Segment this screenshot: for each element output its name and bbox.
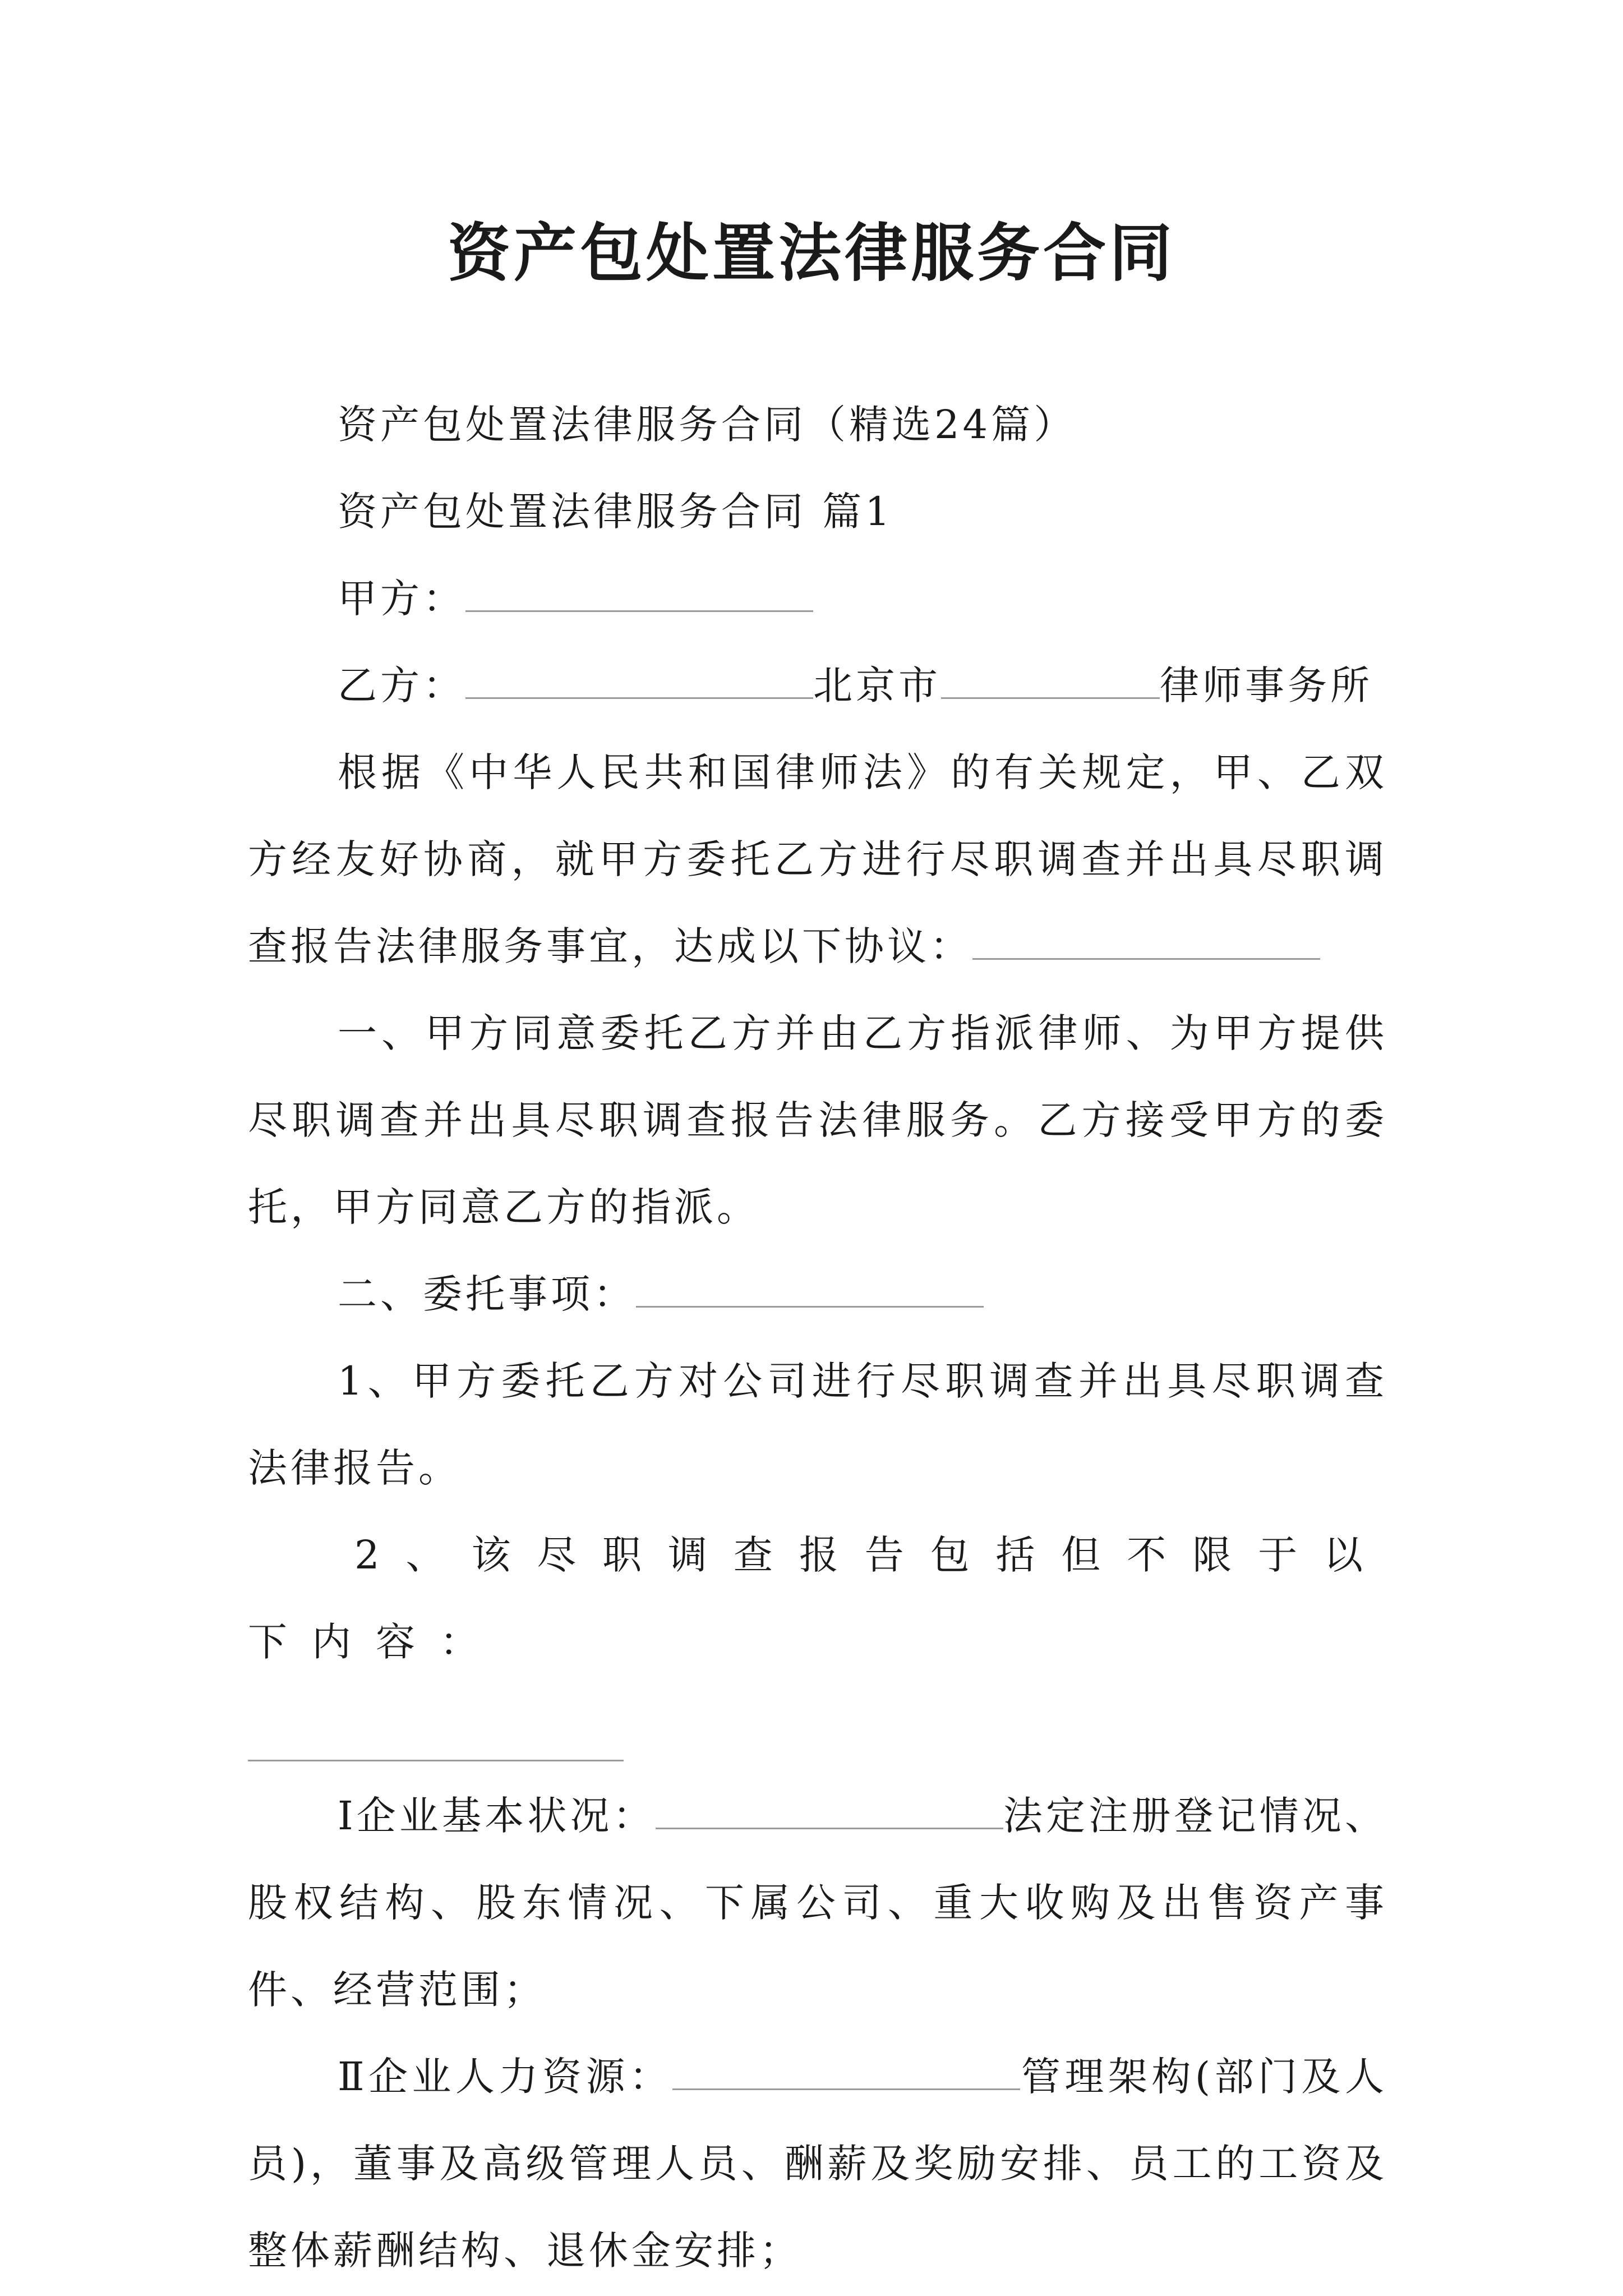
party-b-blank: [465, 691, 813, 699]
document-title: 资产包处置法律服务合同: [448, 217, 1175, 290]
sub-item-2-blank: [672, 2082, 1020, 2090]
party-a-label: 甲方：: [338, 576, 465, 622]
party-b-city: 北京市: [813, 662, 941, 708]
party-b-label: 乙方：: [338, 662, 465, 708]
sub-item-1-label: Ⅰ企业基本状况：: [338, 1793, 656, 1839]
party-b-line: [248, 642, 1387, 729]
subtitle: 资产包处置法律服务合同（精选24篇）: [338, 402, 1077, 448]
item-2-blank-line: [248, 1686, 1387, 1773]
clause-2-heading: [248, 1251, 1387, 1338]
item-2-blank: [248, 1753, 624, 1761]
party-b-firm-suffix: 律师事务所: [1160, 662, 1373, 708]
sub-item-1-blank: [656, 1821, 1003, 1829]
document-body: [248, 381, 1387, 2294]
sub-item-1: [248, 1773, 1387, 2033]
sub-item-2: [248, 2033, 1387, 2294]
item-1: 1、甲方委托乙方对公司进行尽职调查并出具尽职调查法律报告。: [248, 1358, 1387, 1491]
party-a-line: [248, 555, 1387, 642]
preamble-blank: [972, 951, 1320, 960]
clause-2-heading-text: 二、委托事项：: [338, 1271, 636, 1317]
sub-item-2-text: 管理架构(部门及人员)，董事及高级管理人员、酬薪及奖励安排、员工的工资及整体薪酬结构、退休金安排；: [248, 2054, 1388, 2274]
sub-item-2-label: Ⅱ企业人力资源：: [338, 2054, 673, 2100]
item-2: 2、该尽职调查报告包括但不限于以下内容：: [248, 1532, 1387, 1665]
party-b-firm-blank: [941, 691, 1160, 699]
sub-item-1-text: 法定注册登记情况、股权结构、股东情况、下属公司、重大收购及出售资产事件、经营范围；: [248, 1793, 1388, 2013]
preamble-text: 根据《中华人民共和国律师法》的有关规定，甲、乙双方经友好协商，就甲方委托乙方进行尽职调查并出具尽职调查报告法律服务事宜，达成以下协议：: [248, 749, 1387, 969]
party-a-blank: [465, 604, 813, 612]
chapter-heading: 资产包处置法律服务合同 篇1: [338, 489, 893, 535]
preamble: [248, 729, 1387, 990]
clause-1: 一、甲方同意委托乙方并由乙方指派律师、为甲方提供尽职调查并出具尽职调查报告法律服务。乙方接受甲方的委托，甲方同意乙方的指派。: [248, 1010, 1387, 1230]
clause-2-blank: [636, 1299, 984, 1308]
